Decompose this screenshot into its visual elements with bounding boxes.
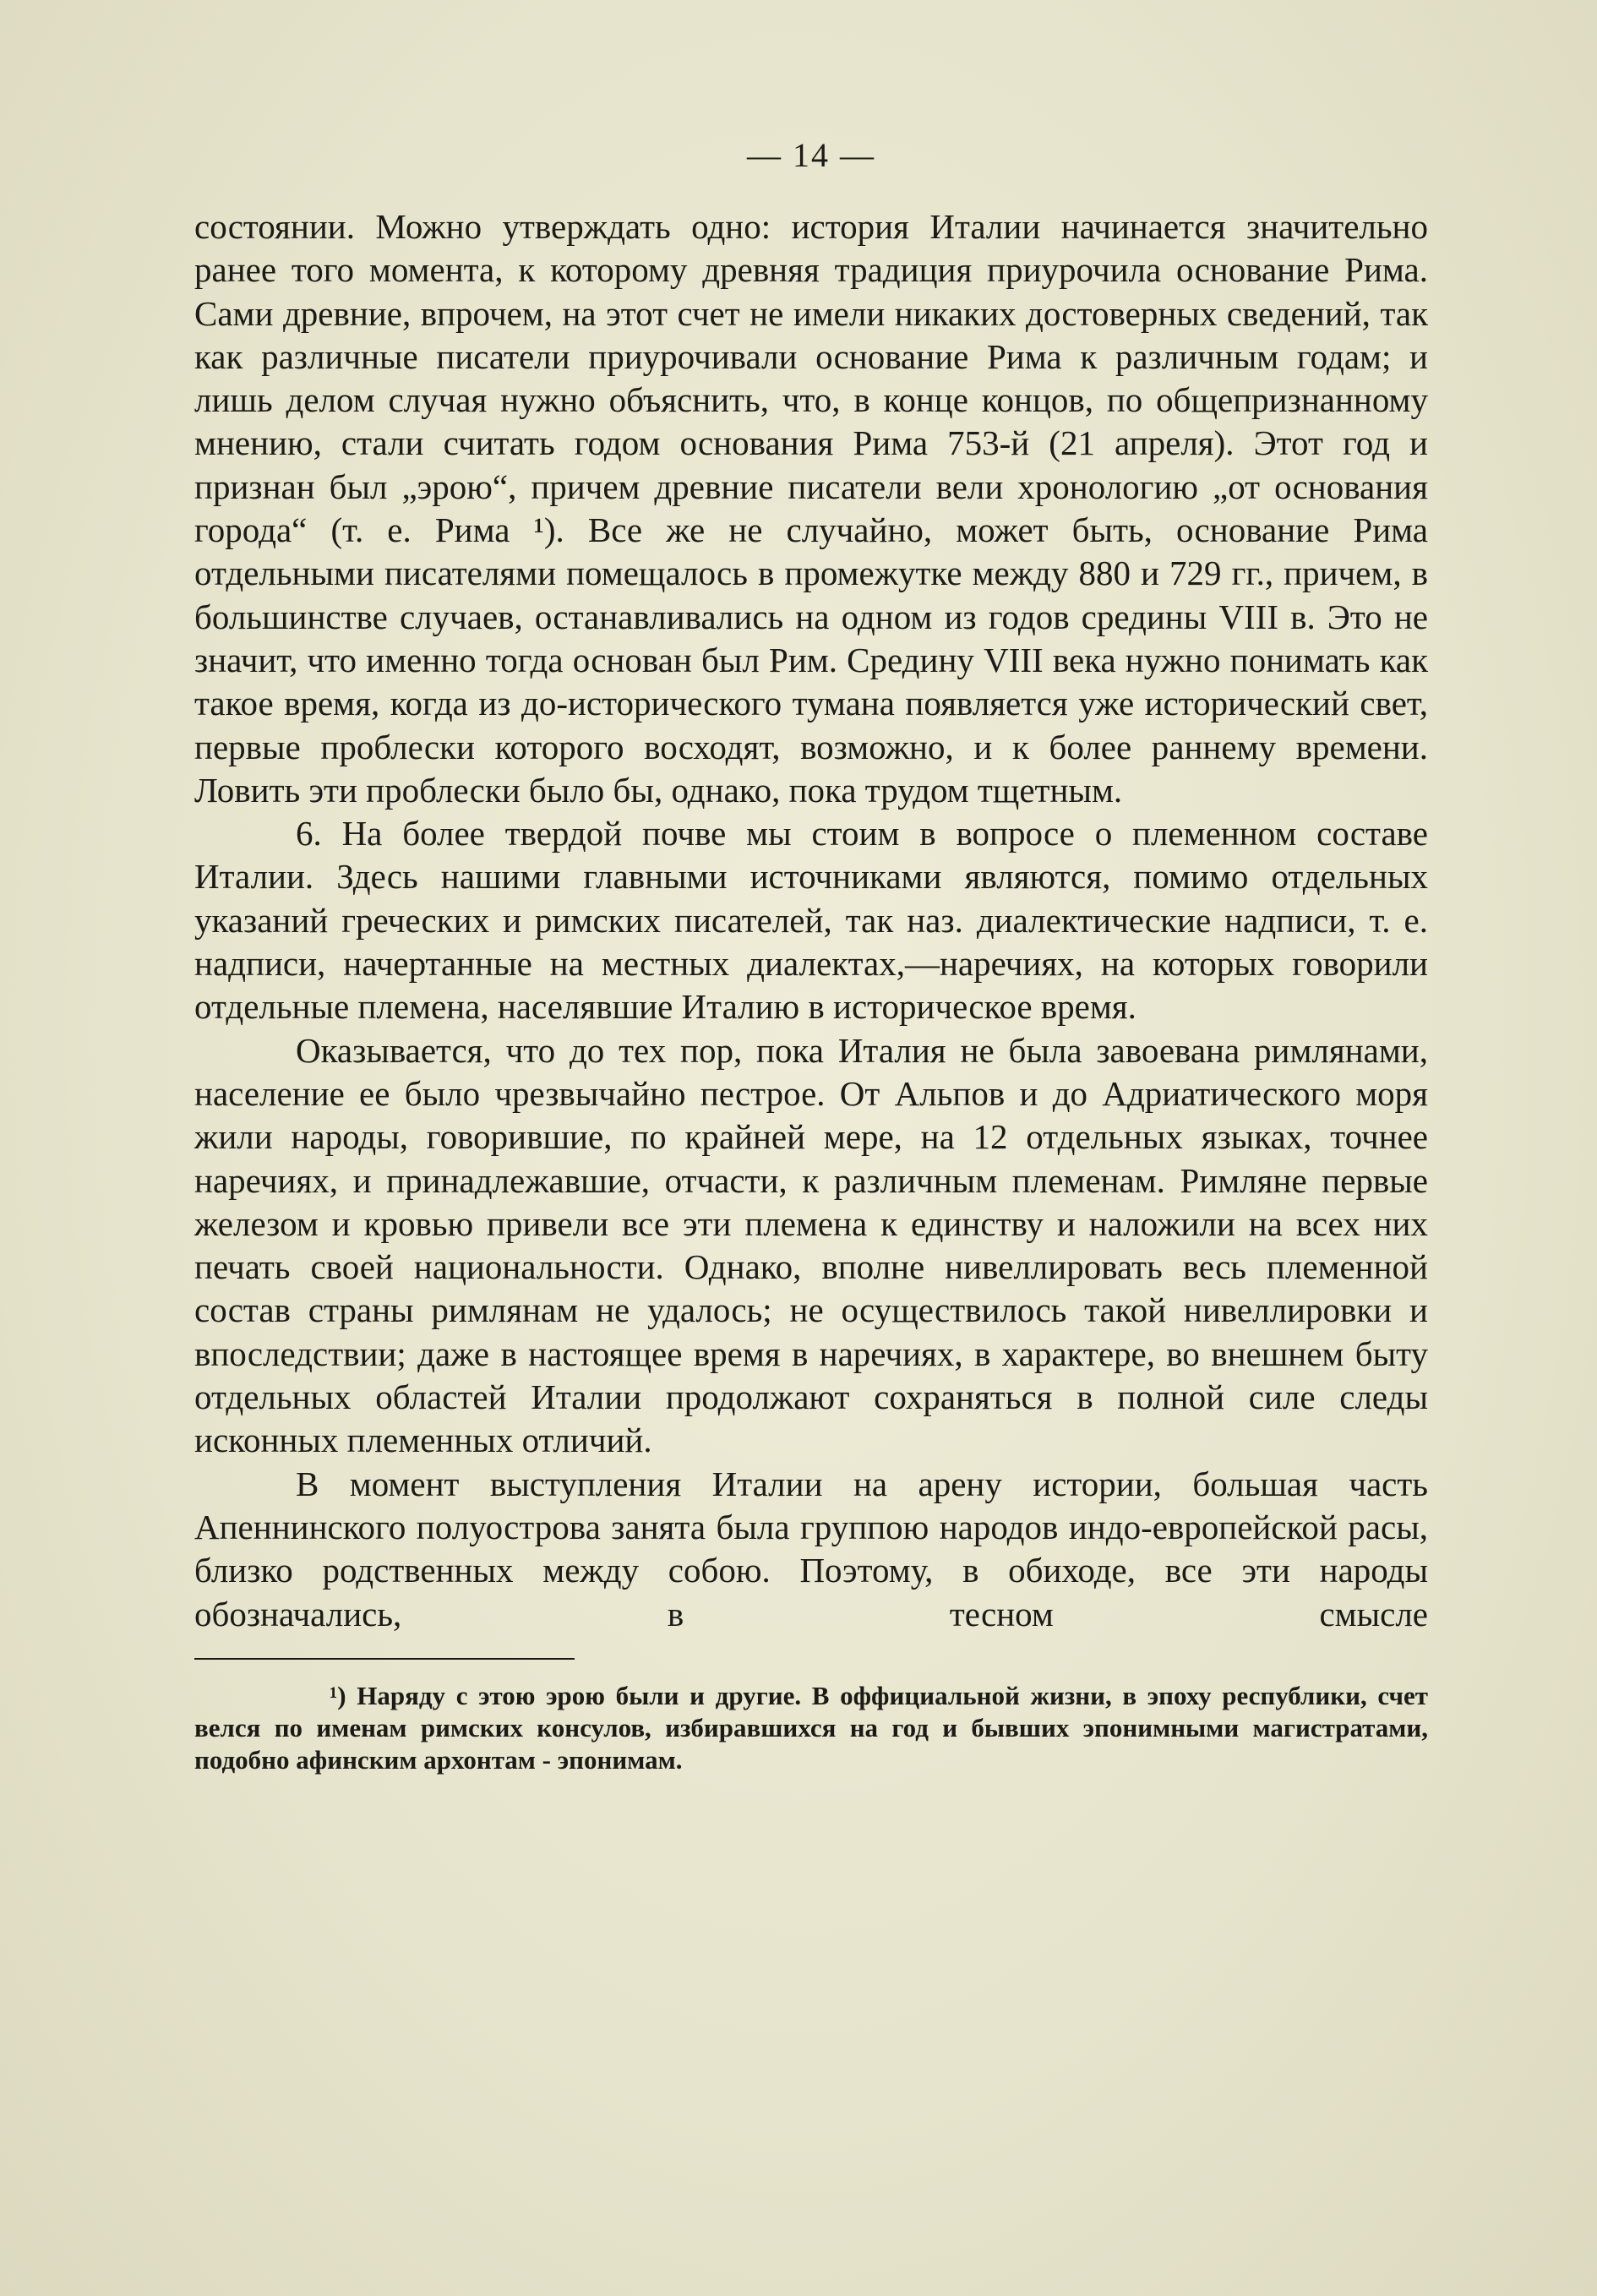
paragraph-3: Оказывается, что до тех пор, пока Италия не была завоевана римлянами, население ее было чрезвычайно пестрое. От Альпов и до Адриатического моря жили народы, говорившие, по крайней мере, на 12 отдельных языках, точнее наречиях, и принадлежавшие, отчасти, к различным племенам. Римляне первые железом и кровью привели все эти племена к единству и наложили на всех них печать своей национальности. Однако, вполне нивеллировать весь племенной состав страны римлянам не удалось; не осуществилось такой нивеллировки и впоследствии; даже в настоящее время в наречиях, в характере, во внешнем быту отдельных областей Италии продолжают сохраняться в полной силе следы исконных племенных отличий. — [194, 1030, 1428, 1460]
footnote-divider — [194, 1658, 575, 1660]
paragraph-1: состоянии. Можно утверждать одно: история Италии начинается значительно ранее того момента, к которому древняя традиция приурочила основание Рима. Сами древние, впрочем, на этот счет не имели никаких достоверных сведений, так как различные писатели приурочивали основание Рима к различным годам; и лишь делом случая нужно объяснить, что, в конце концов, по общепризнанному мнению, стали считать годом основания Рима 753-й (21 апреля). Этот год и признан был „эрою“, причем древние писатели вели хронологию „от основания города“ (т. е. Рима ¹). Все же не случайно, может быть, основание Рима отдельными писателями помещалось в промежутке между 880 и 729 гг., причем, в большинстве случаев, останавливались на одном из годов средины VIII в. Это не значит, что именно тогда основан был Рим. Средину VIII века нужно понимать как такое время, когда из до-исторического тумана появляется уже исторический свет, первые проблески которого восходят, возможно, и к более раннему времени. Ловить эти проблески было бы, однако, пока трудом тщетным. — [194, 207, 1428, 810]
page-number: — 14 — — [747, 136, 875, 174]
paragraph-2: 6. На более твердой почве мы стоим в вопросе о племенном составе Италии. Здесь нашими главными источниками являются, помимо отдельных указаний греческих и римских писателей, так наз. диалектические надписи, т. е. надписи, начертанные на местных диалектах,—наречиях, на которых говорили отдельные племена, населявшие Италию в историческое время. — [194, 814, 1428, 1027]
page-body — [194, 135, 1428, 1776]
footnote: ¹) Наряду с этою эрою были и другие. В оффициальной жизни, в эпоху республики, счет велся по именам римских консулов, избиравшихся на год и бывших эпонимными магистратами, подобно афинским архонтам - эпонимам. — [194, 1680, 1428, 1775]
paragraph-4: В момент выступления Италии на арену истории, большая часть Апеннинского полуострова занята была группою народов индо-европейской расы, близко родственных между собою. Поэтому, в обиходе, все эти народы обозначались, в тесном смысле — [194, 1464, 1428, 1633]
